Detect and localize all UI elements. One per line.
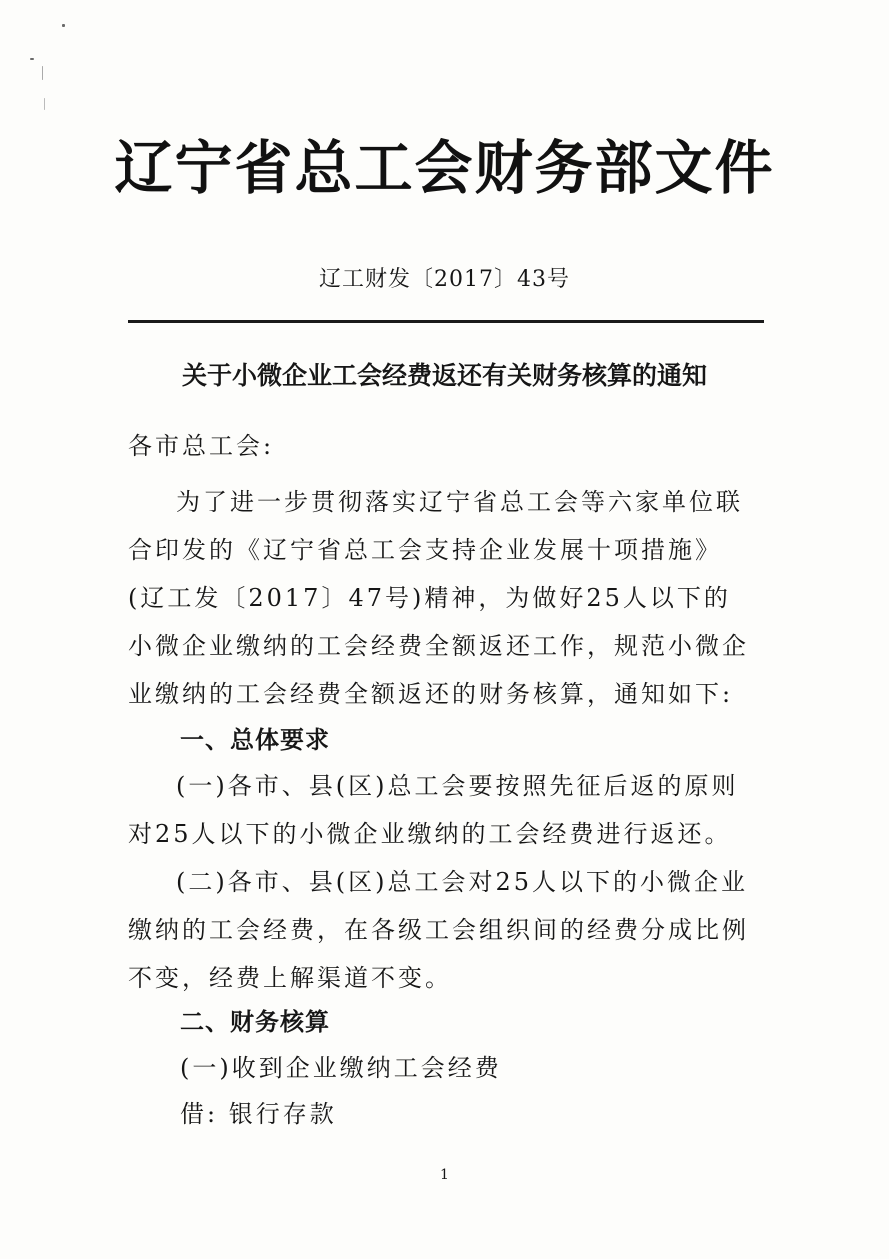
section1-item-1: (一)各市、县(区)总工会要按照先征后返的原则对25人以下的小微企业缴纳的工会经费进行返还。 (128, 772, 739, 848)
page-number: 1 (440, 1167, 449, 1183)
section2-item-1: (一)收到企业缴纳工会经费 (180, 1054, 502, 1082)
intro-paragraph: 为了进一步贯彻落实辽宁省总工会等六家单位联合印发的《辽宁省总工会支持企业发展十项措施》(辽工发〔2017〕47号)精神，为做好25人以下的小微企业缴纳的工会经费全额返还工作，规范小微企业缴纳的工会经费全额返还的财务核算，通知如下: (128, 488, 749, 708)
scan-speck (62, 24, 65, 27)
salutation: 各市总工会: (128, 432, 275, 460)
scan-speck (44, 98, 45, 110)
section1-item-2: (二)各市、县(区)总工会对25人以下的小微企业缴纳的工会经费，在各级工会组织间的经费分成比例不变，经费上解渠道不变。 (128, 868, 749, 992)
scan-speck (30, 58, 34, 60)
notice-title: 关于小微企业工会经费返还有关财务核算的通知 (181, 361, 707, 390)
section-heading-financial-accounting: 二、财务核算 (180, 1008, 330, 1036)
section-heading-general-requirements: 一、总体要求 (180, 726, 330, 754)
header-divider (128, 320, 764, 323)
debit-entry: 借: 银行存款 (180, 1100, 337, 1128)
document-number: 辽工财发〔2017〕43号 (319, 267, 570, 292)
document-header-title: 辽宁省总工会财务部文件 (114, 134, 775, 202)
scan-speck (42, 66, 43, 80)
